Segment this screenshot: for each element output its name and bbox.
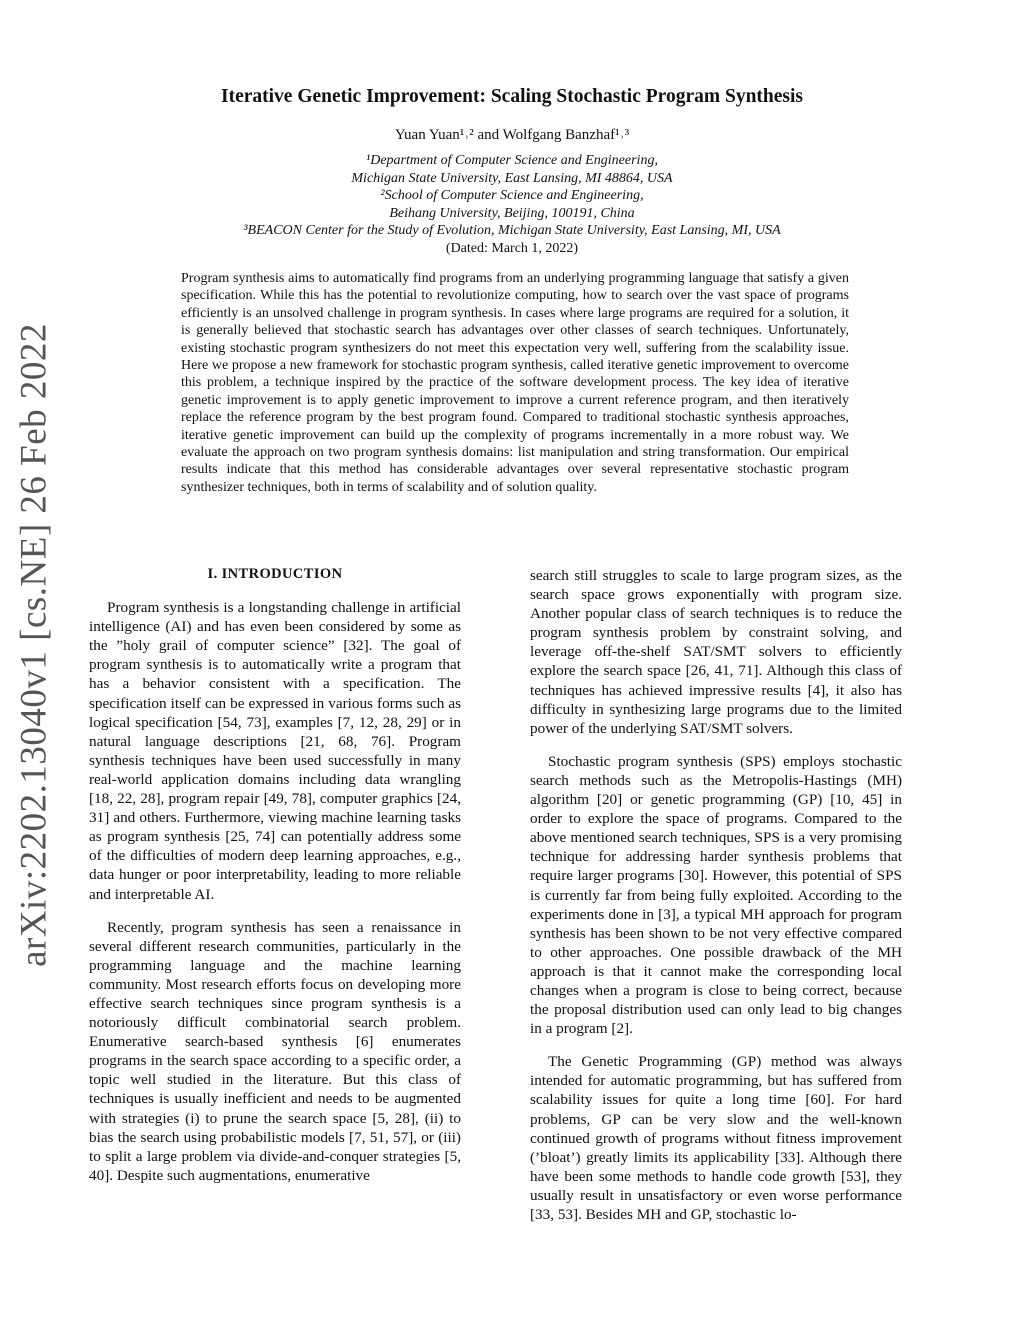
abstract: Program synthesis aims to automatically find programs from an underlying programming language that satisfy a given specification. While this has the potential to revolutionize computing, how to search over the vast space of programs efficiently is an unsolved challenge in program synthesis. In cases where large programs are required for a solution, it is generally believed that stochastic search has advantages over other classes of search techniques. Unfortunately, existing stochastic program synthesizers do not meet this expectation very well, suffering from the scalability issue. Here we propose a new framework for stochastic program synthesis, called iterative genetic improvement to overcome this problem, a technique inspired by the practice of the software development process. The key idea of iterative genetic improvement is to apply genetic improvement to improve a current reference program, and then iteratively replace the reference program by the best program found. Compared to traditional stochastic synthesis approaches, iterative genetic improvement can build up the complexity of programs incrementally in a more robust way. We evaluate the approach on two program synthesis domains: list manipulation and string transformation. Our empirical results indicate that this method has considerable advantages over several representative stochastic program synthesizer techniques, both in terms of scalability and of solution quality. xyxy=(181,271,849,495)
affiliation-line: ¹Department of Computer Science and Engineering, xyxy=(366,153,658,168)
affiliation-line: ³BEACON Center for the Study of Evolution, Michigan State University, East Lansing, MI, USA xyxy=(243,223,781,239)
affiliation-line: Beihang University, Beijing, 100191, China xyxy=(389,205,635,221)
dated-line: (Dated: March 1, 2022) xyxy=(445,240,579,256)
paragraph: The Genetic Programming (GP) method was always intended for automatic programming, but has suffered from scalability issues for quite a long time [60]. For hard problems, GP can be very slow and the well-known continued growth of programs without fitness improvement (’bloat’) greatly limits its applicability [33]. Although there have been some methods to handle code growth [53], they usually result in unsatisfactory or even worse performance [33, 53]. Besides MH and GP, stochastic lo- xyxy=(530,1053,902,1223)
arxiv-sidebar xyxy=(8,323,60,967)
arxiv-identifier: arXiv:2202.13040v1 [cs.NE] 26 Feb 2022 xyxy=(13,323,55,967)
affiliation-line: ²School of Computer Science and Engineering, xyxy=(380,188,644,204)
affiliation-line: Michigan State University, East Lansing, MI 48864, USA xyxy=(351,170,673,186)
section-heading: I. INTRODUCTION xyxy=(207,566,343,582)
paragraph: Stochastic program synthesis (SPS) employs stochastic search methods such as the Metropolis-Hastings (MH) algorithm [20] or genetic programming (GP) [10, 45] in order to explore the space of programs. Compared to the above mentioned search techniques, SPS is a very promising technique for addressing harder synthesis problems that require larger programs [30]. However, this potential of SPS is currently far from being fully exploited. According to the experiments done in [3], a typical MH approach for program synthesis has been shown to be not very effective compared to other approaches. One possible drawback of the MH approach is that it cannot make the corresponding local changes when a program is close to being correct, because the proposal distribution used can only lead to big changes in a program [2]. xyxy=(530,752,902,1038)
paper-title: Iterative Genetic Improvement: Scaling Stochastic Program Synthesis xyxy=(220,86,804,107)
paragraph: Recently, program synthesis has seen a renaissance in several different research communities, particularly in the programming language and the machine learning community. Most research efforts focus on developing more effective search techniques since program synthesis is a notoriously difficult combinatorial search problem. Enumerative search-based synthesis [6] enumerates programs in the search space according to a specific order, a topic well studied in the literature. But this class of techniques is usually inefficient and needs to be augmented with strategies (i) to prune the search space [5, 28], (ii) to bias the search using probabilistic models [7, 51, 57], or (iii) to split a large problem via divide-and-conquer strategies [5, 40]. Despite such augmentations, enumerative xyxy=(89,918,461,1184)
authors: Yuan Yuan¹˒² and Wolfgang Banzhaf¹˒³ xyxy=(394,127,630,143)
paragraph: search still struggles to scale to large program sizes, as the search space grows exponentially with program size. Another popular class of search techniques is to reduce the program synthesis problem by constraint solving, and leverage off-the-shelf SAT/SMT solvers to efficiently explore the search space [26, 41, 71]. Although this class of techniques has achieved impressive results [4], it also has difficulty in synthesizing large programs due to the limited power of the underlying SAT/SMT solvers. xyxy=(530,567,902,737)
affiliations xyxy=(0,152,1024,258)
paragraph: Program synthesis is a longstanding challenge in artificial intelligence (AI) and has even been considered by some as the ”holy grail of computer science” [32]. The goal of program synthesis is to automatically write a program that has a behavior consistent with a specification. The specification itself can be expressed in various forms such as logical specification [54, 73], examples [7, 12, 28, 29] or in natural language descriptions [21, 68, 76]. Program synthesis techniques have been used successfully in many real-world application domains including data wrangling [18, 22, 28], program repair [49, 78], computer graphics [24, 31] and others. Furthermore, viewing machine learning tasks as program synthesis [25, 74] can potentially address some of the difficulties of modern deep learning approaches, e.g., data hunger or poor interpretability, leading to more reliable and interpretable AI. xyxy=(89,599,461,903)
right-column xyxy=(530,566,902,1224)
left-column xyxy=(89,565,461,1185)
